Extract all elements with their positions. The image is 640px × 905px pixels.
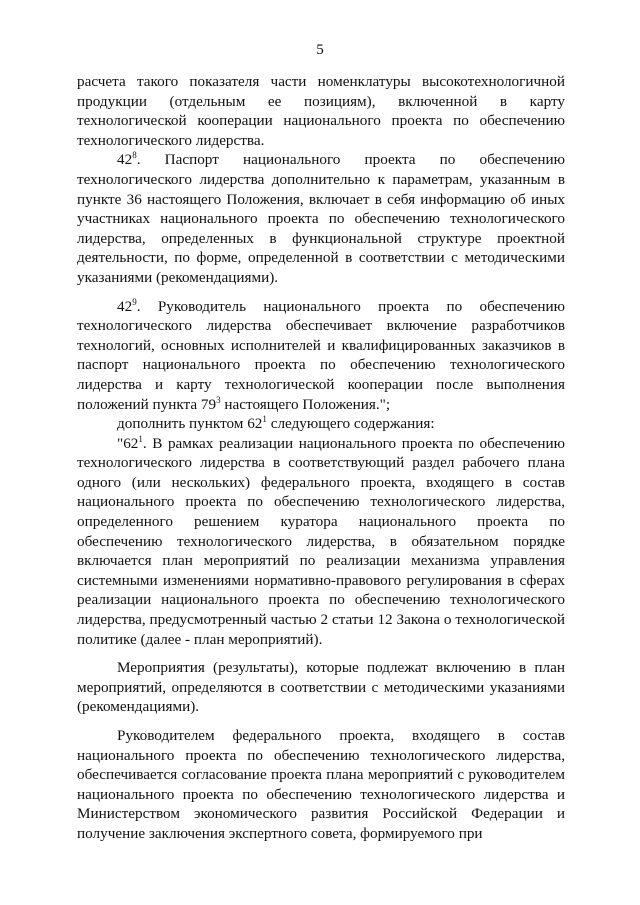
- paragraph-42-9: $42^9$. Руководитель национального проекта по обеспечению технологического лидерства обеспечивает включение разработчиков технологий, основных исполнителей и квалифицированных заказчиков в паспорт национального проекта по обеспечению технологического лидерства и карту технологической кооперации после выполнения положений пункта $79^3$ настоящего Положения.";: [77, 296, 565, 413]
- paragraph-continuation: расчета такого показателя части номенклатуры высокотехнологичной продукции (отдельным ее позициям), включенной в карту технологической кооперации национального проекта по обеспечению технологического лидерства.: [77, 73, 565, 149]
- paragraph-measures: Мероприятия (результаты), которые подлежат включению в план мероприятий, определяются в соответствии с методическими указаниями (рекомендациями).: [77, 659, 565, 716]
- paragraph-42-8: $42^8$. Паспорт национального проекта по обеспечению технологического лидерства дополнительно к параметрам, указанным в пункте 36 настоящего Положения, включает в себя информацию об иных участниках национального проекта по обеспечению технологического лидерства, определенных в функциональной структуре проектной деятельности, по форме, определенной в соответствии с методическими указаниями (рекомендациями).: [77, 150, 565, 286]
- paragraph-62-1: "$62^1$. В рамках реализации национального проекта по обеспечению технологического лидерства в соответствующий раздел рабочего плана одного (или нескольких) федерального проекта, входящего в состав национального проекта по обеспечению технологического лидерства, определенного решением куратора национального проекта по обеспечению технологического лидерства, в обязательном порядке включается план мероприятий по реализации механизма управления системными изменениями нормативно-правового регулирования в сферах реализации национального проекта по обеспечению технологического лидерства, предусмотренный частью 2 статьи 12 Закона о технологической политике (далее - план мероприятий).: [77, 433, 565, 648]
- page-number: 5: [316, 42, 324, 58]
- clause-superscript: 1: [262, 414, 267, 425]
- clause-superscript: 8: [132, 150, 137, 161]
- reference-superscript: 3: [216, 394, 221, 405]
- clause-superscript: 9: [132, 296, 137, 307]
- paragraph-amend-instruction: дополнить пунктом $62^1$ следующего содержания:: [117, 414, 435, 433]
- document-body: [77, 72, 565, 844]
- clause-number: 42: [117, 151, 133, 169]
- clause-number: "62: [117, 434, 139, 452]
- paragraph-approval: Руководителем федерального проекта, входящего в состав национального проекта по обеспечению технологического лидерства, обеспечивается согласование проекта плана мероприятий с руководителем национального проекта по обеспечению технологического лидерства и Министерством экономического развития Российской Федерации и получение заключения экспертного совета, формируемого при: [77, 727, 565, 842]
- clause-number: 42: [117, 297, 133, 315]
- clause-superscript: 1: [138, 433, 143, 444]
